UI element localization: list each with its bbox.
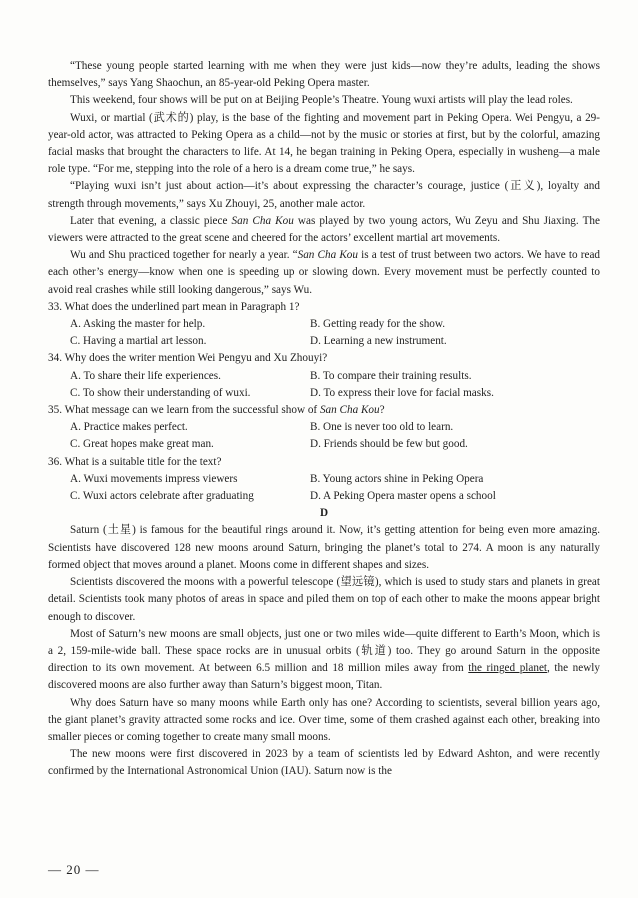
option-b: B. Young actors shine in Peking Opera	[310, 472, 484, 485]
option-b: B. Getting ready for the show.	[310, 318, 446, 331]
option-c: C. Wuxi actors celebrate after graduating	[70, 490, 254, 503]
option-a: A. Asking the master for help.	[70, 318, 206, 331]
option-a: A. Practice makes perfect.	[70, 421, 188, 434]
option-d: D. A Peking Opera master opens a school	[310, 490, 496, 503]
text-run: ?	[379, 404, 385, 417]
text-run: was played by two young actors, Wu Zeyu and Shu Jiaxing. The viewers were attracted to the great scene and cheered for the actors’ excellent martial art movements.	[48, 214, 600, 245]
passage-c-paragraph-6	[48, 247, 600, 299]
play-title: San Cha Kou	[319, 404, 380, 417]
text-run: Most of Saturn’s new moons are small objects, just one or two miles wide—quite different to Earth’s Moon, which is a 2, 159-mile-wide ball. These space rocks are in unusual orbits (轨道) too. They go around Saturn in the opposite direction to its own movement. At between 6.5 million and 18 million miles away from	[48, 627, 600, 675]
text-run: Wu and Shu practiced together for nearly a year. “	[70, 249, 298, 262]
options	[48, 316, 600, 350]
option-d: D. Learning a new instrument.	[310, 335, 447, 348]
passage-c-paragraph-2: This weekend, four shows will be put on at Beijing People’s Theatre. Young wuxi artists will play the lead roles.	[70, 94, 573, 107]
option-b: B. To compare their training results.	[310, 369, 472, 382]
section-d-heading: D	[319, 507, 329, 520]
question-stem: 34. Why does the writer mention Wei Pengyu and Xu Zhouyi?	[48, 352, 328, 365]
question-stem	[48, 402, 600, 419]
passage-d-paragraph-3	[48, 626, 600, 695]
passage-d-paragraph-5: The new moons were first discovered in 2023 by a team of scientists led by Edward Ashton, and were recently confirmed by the International Astronomical Union (IAU). Saturn now is the	[48, 748, 600, 778]
question-stem: 36. What is a suitable title for the text?	[48, 455, 222, 468]
option-a: A. Wuxi movements impress viewers	[70, 472, 238, 485]
options	[48, 419, 600, 453]
passage-c-paragraph-1: “These young people started learning with me when they were just kids—now they’re adults, leading the shows themselves,” says Yang Shaochun, an 85-year-old Peking Opera master.	[48, 60, 600, 90]
text-run: 35. What message can we learn from the successful show of	[48, 404, 320, 417]
question-34	[48, 350, 600, 402]
question-33	[48, 299, 600, 351]
passage-d-paragraph-2: Scientists discovered the moons with a powerful telescope (望远镜), which is used to study stars and planets in great detail. Scientists took many photos of areas in space and piled them on top of each other to make the moons appear bright enough to discover.	[48, 576, 600, 623]
question-stem: 33. What does the underlined part mean in Paragraph 1?	[48, 300, 300, 313]
text-run: Later that evening, a classic piece	[70, 214, 232, 227]
passage-c-paragraph-5	[48, 213, 600, 247]
passage-c-paragraph-3: Wuxi, or martial (武术的) play, is the base of the fighting and movement part in Peking Opera. Wei Pengyu, a 29-year-old actor, was attracted to Peking Opera as a child—not by the music or stories at first, but by the colorful, amazing facial masks that brought the characters to life. At 14, he began training in Peking Opera, especially in wusheng—a male role type. “For me, stepping into the role of a hero is a dream come true,” he says.	[48, 111, 600, 176]
passage-d-paragraph-1: Saturn (土星) is famous for the beautiful rings around it. Now, it’s getting attention for being even more amazing. Scientists have discovered 128 new moons around Saturn, bringing the planet’s total to 274. A moon is any naturally formed object that moves around a planet. Moons come in different shapes and sizes.	[48, 524, 600, 571]
underlined-phrase: the ringed planet	[468, 662, 548, 675]
page-number: — 20 —	[48, 862, 100, 877]
option-d: D. Friends should be few but good.	[310, 438, 468, 451]
play-title: San Cha Kou	[231, 214, 294, 227]
passage-d-paragraph-4: Why does Saturn have so many moons while Earth only has one? According to scientists, several billion years ago, the giant planet’s gravity attracted some rocks and ice. Over time, some of them crashed against each other, breaking into smaller pieces or coming together to create many small moons.	[48, 696, 600, 743]
text-run: is a test of trust between two actors. We have to read each other’s energy—know when one is speeding up or slowing down. Every movement must be perfectly counted to avoid real crashes while still looking dangerous,” says Wu.	[48, 249, 600, 296]
option-b: B. One is never too old to learn.	[310, 421, 454, 434]
page-content	[48, 58, 600, 781]
question-35	[48, 402, 600, 454]
question-36	[48, 454, 600, 506]
option-c: C. Having a martial art lesson.	[70, 335, 207, 348]
option-a: A. To share their life experiences.	[70, 369, 221, 382]
options	[48, 471, 600, 505]
text-run: , the newly discovered moons are also further away than Saturn’s biggest moon, Titan.	[48, 662, 600, 692]
option-c: C. To show their understanding of wuxi.	[70, 386, 251, 399]
play-title: San Cha Kou	[297, 249, 358, 262]
option-c: C. Great hopes make great man.	[70, 438, 214, 451]
option-d: D. To express their love for facial masks.	[310, 386, 494, 399]
passage-c-paragraph-4: “Playing wuxi isn’t just about action—it’s about expressing the character’s courage, justice (正义), loyalty and strength through movements,” says Xu Zhouyi, 25, another male actor.	[48, 180, 600, 210]
options	[48, 368, 600, 402]
